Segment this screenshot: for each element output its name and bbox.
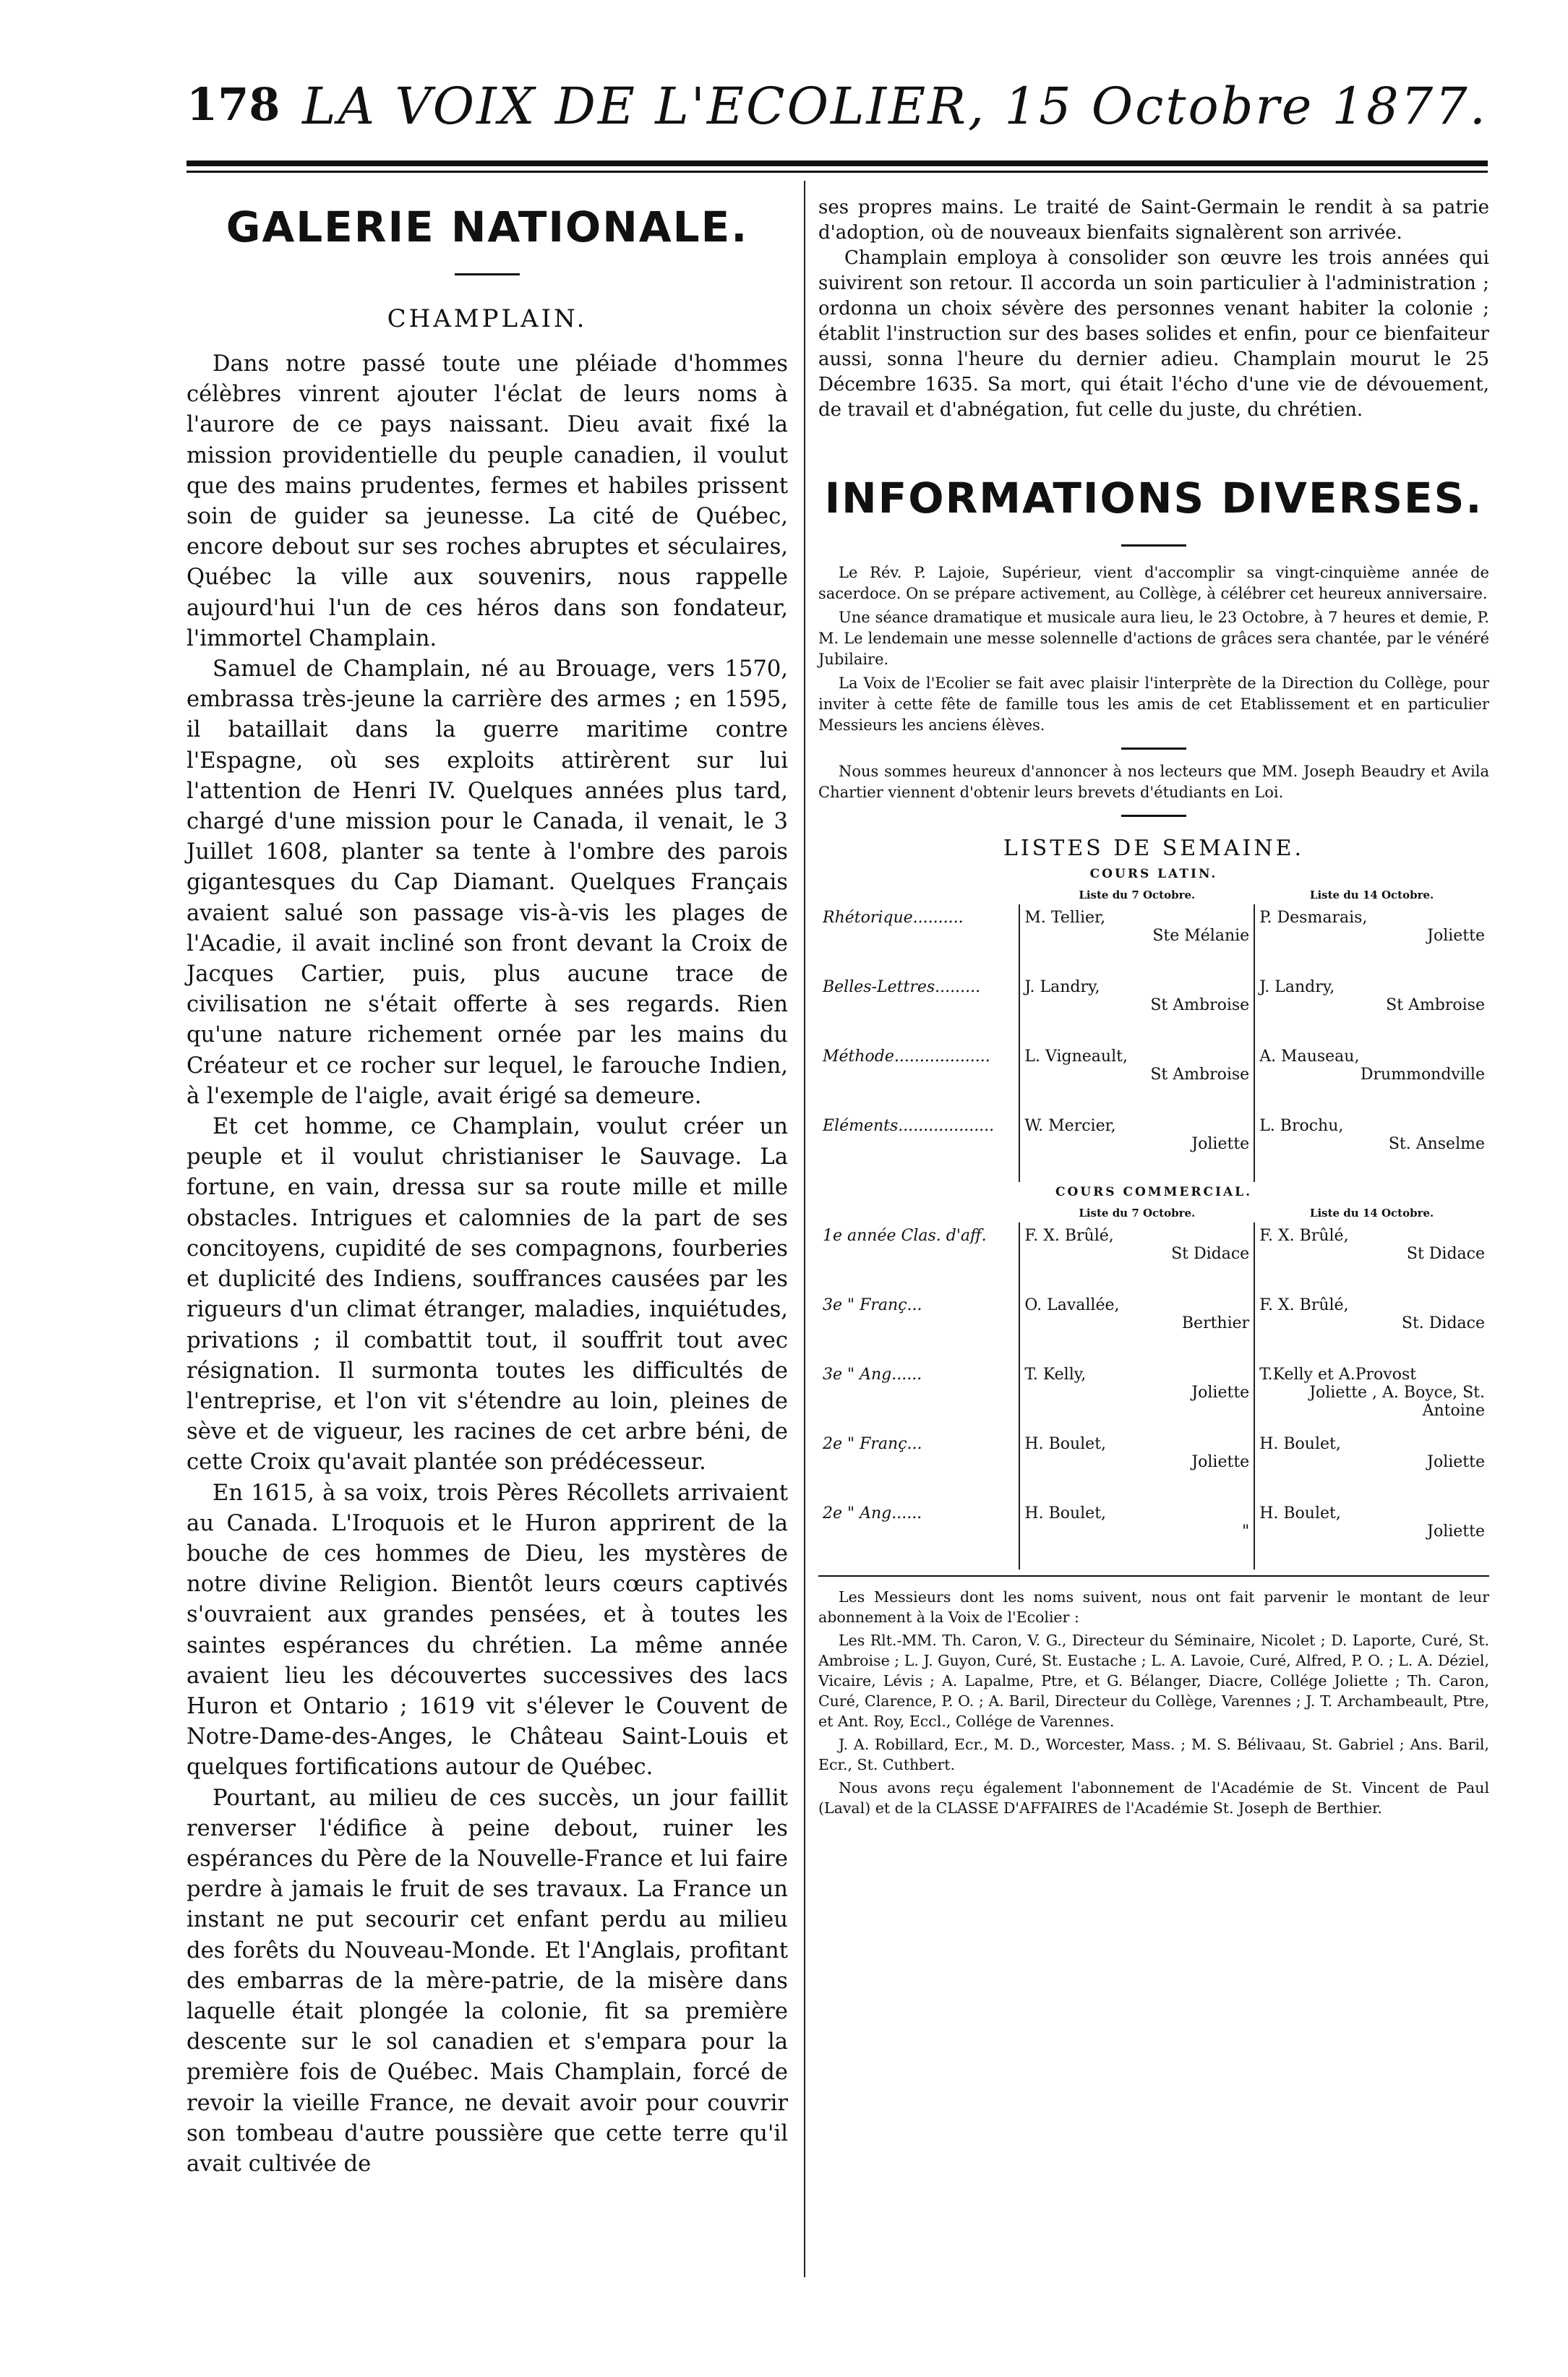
header-rule <box>187 160 1488 166</box>
table-header-row <box>818 884 1489 904</box>
left-column <box>187 195 788 2180</box>
student-name: H. Boulet, <box>1259 1435 1341 1453</box>
student-place: Joliette <box>1427 1522 1485 1541</box>
table-row <box>818 1222 1489 1292</box>
section-title-galerie: GALERIE NATIONALE. <box>226 202 749 252</box>
commercial-list-table <box>818 1202 1489 1569</box>
table-row <box>818 1043 1489 1113</box>
table-cell <box>1254 1043 1489 1113</box>
student-name: L. Brochu, <box>1259 1117 1344 1135</box>
student-name: F. X. Brûlé, <box>1259 1296 1349 1314</box>
table-row <box>818 974 1489 1043</box>
article-paragraph: Pourtant, au milieu de ces succès, un jour faillit renverser l'édifice à peine debout, ruiner les espérances du Père de la Nouvelle-France et lui faire perdre à jamais le fruit de ses travaux. La France un instant ne put secourir cet enfant perdu au milieu des forêts du Nouveau-Monde. Et l'Anglais, profitant des embarras de la mère-patrie, de la misère dans laquelle était plongée la colonie, fit sa première descente sur le sol canadien et s'empara pour la première fois de Québec. Mais Champlain, forcé de revoir la vieille France, ne devait avoir pour couvrir son tombeau d'autre poussière que cette terre qu'il avait cultivée de <box>187 1785 788 2177</box>
page-number: 178 <box>187 78 280 131</box>
article-subtitle: CHAMPLAIN. <box>387 304 588 333</box>
table-row <box>818 1500 1489 1569</box>
table-row <box>818 1361 1489 1431</box>
row-label: 3e " Ang...... <box>823 1366 922 1384</box>
table-header-cell: Liste du 14 Octobre. <box>1309 1207 1434 1220</box>
row-label: 2e " Ang...... <box>823 1504 922 1522</box>
table-header-cell <box>818 884 1019 904</box>
table-header-cell: Liste du 14 Octobre. <box>1309 888 1434 901</box>
student-place: St Didace <box>1171 1245 1250 1263</box>
student-name: M. Tellier, <box>1024 909 1106 927</box>
short-rule <box>818 1575 1489 1577</box>
table-cell <box>1019 904 1254 974</box>
table-cell <box>1254 904 1489 974</box>
row-label: Belles-Lettres......... <box>823 978 981 996</box>
table-cell <box>1254 1222 1489 1292</box>
latin-list-table <box>818 884 1489 1182</box>
article-paragraph: Dans notre passé toute une pléiade d'hommes célèbres vinrent ajouter l'éclat de leurs noms à l'aurore de ce pays naissant. Dieu avait fixé la mission providentielle du peuple canadien, il voulut que des mains prudentes, fermes et habiles prissent soin de guider sa jeunesse. La cité de Québec, encore debout sur ses roches abruptes et séculaires, Québec la ville aux souvenirs, nous rappelle aujourd'hui l'un de ces héros dans son fondateur, l'immortel Champlain. <box>187 351 788 651</box>
student-place: St Ambroise <box>1386 996 1485 1014</box>
right-column <box>818 195 1489 1821</box>
student-name: T.Kelly et A.Provost <box>1259 1366 1417 1384</box>
table-cell <box>1019 1361 1254 1431</box>
row-label: Méthode................... <box>823 1048 990 1066</box>
table-cell <box>1019 1431 1254 1500</box>
abonnement-paragraph: Les Messieurs dont les noms suivent, nous ont fait parvenir le montant de leur abonnement à la Voix de l'Ecolier : <box>818 1588 1489 1626</box>
news-item: Nous sommes heureux d'annoncer à nos lecteurs que MM. Joseph Beaudry et Avila Chartier viennent d'obtenir leurs brevets d'étudiants en Loi. <box>818 763 1489 801</box>
table-row <box>818 1431 1489 1500</box>
student-place: Drummondville <box>1360 1066 1485 1084</box>
student-place: Joliette <box>1427 927 1485 945</box>
row-label: Rhétorique.......... <box>823 909 964 927</box>
student-name: W. Mercier, <box>1024 1117 1116 1135</box>
table-cell <box>1254 974 1489 1043</box>
table-header-cell: Liste du 7 Octobre. <box>1079 1207 1196 1220</box>
table-cell <box>1019 974 1254 1043</box>
student-name: J. Landry, <box>1259 978 1335 996</box>
article-continuation: ses propres mains. Le traité de Saint-Germain le rendit à sa patrie d'adoption, où de nouveaux bienfaits signalèrent son arrivée. <box>818 197 1489 244</box>
short-rule <box>455 273 520 275</box>
table-cell <box>1254 1361 1489 1431</box>
student-place: St. Anselme <box>1388 1135 1485 1153</box>
news-item: Le Rév. P. Lajoie, Supérieur, vient d'accomplir sa vingt-cinquième année de sacerdoce. On se prépare activement, au Collège, à célébrer cet heureux anniversaire. <box>818 564 1489 602</box>
student-place: Joliette <box>1191 1453 1250 1471</box>
listes-title: LISTES DE SEMAINE. <box>1003 836 1305 861</box>
student-place: St Ambroise <box>1150 996 1250 1014</box>
short-rule <box>1121 544 1186 547</box>
article-paragraph: Et cet homme, ce Champlain, voulut créer un peuple et il voulut christianiser le Sauvage. La fortune, en vain, dressa sur sa route mille et mille obstacles. Intrigues et calomnies de la part de ses concitoyens, cupidité de ses compagnons, fourberies et duplicité des Indiens, souffrances causées par les rigueurs d'un climat étranger, maladies, inquiétudes, privations ; il combattit tout, il souffrit tout avec résignation. Il surmonta toutes les difficultés de l'entreprise, et l'on vit s'étendre au loin, pleines de sève et de vigueur, les racines de cet arbre béni, de cette Croix qu'avait plantée son prédécesseur. <box>187 1114 788 1476</box>
student-place: St Didace <box>1406 1245 1485 1263</box>
masthead: LA VOIX DE L'ECOLIER, 15 Octobre 1877. <box>302 77 1488 136</box>
student-name: H. Boulet, <box>1024 1435 1107 1453</box>
news-item: La Voix de l'Ecolier se fait avec plaisir l'interprète de la Direction du Collège, pour inviter à cette fête de famille tous les amis de cet Etablissement et en particulier Messieurs les anciens élèves. <box>818 674 1489 734</box>
short-rule <box>1121 815 1186 817</box>
row-label: 2e " Franç... <box>823 1435 922 1453</box>
news-item: Une séance dramatique et musicale aura lieu, le 23 Octobre, à 7 heures et demie, P. M. Le lendemain une messe solennelle d'actions de grâces sera chantée, par le vénéré Jubilaire. <box>818 609 1489 668</box>
student-name: F. X. Brûlé, <box>1259 1227 1349 1245</box>
article-paragraph: Samuel de Champlain, né au Brouage, vers 1570, embrassa très-jeune la carrière des armes ; en 1595, il bataillait dans la guerre maritime contre l'Espagne, où ses exploits attirèrent sur lui l'attention de Henri IV. Quelques années plus tard, chargé d'une mission pour le Canada, il venait, le 3 Juillet 1608, planter sa tente à l'ombre des parois gigantesques du Cap Diamant. Quelques Français avaient salué son passage vis-à-vis les plages de l'Acadie, il avait incliné son front devant la Croix de Jacques Cartier, puis, plus aucune trace de civilisation ne s'était offerte à ses regards. Rien qu'une nature richement ornée par les mains du Créateur et ce rocher sur lequel, le farouche Indien, à l'exemple de l'aigle, avait érigé sa demeure. <box>187 656 788 1109</box>
table-cell <box>1254 1292 1489 1361</box>
abonnement-paragraph: Les Rlt.-MM. Th. Caron, V. G., Directeur du Séminaire, Nicolet ; D. Laporte, Curé, St. Ambroise ; L. J. Guyon, Curé, St. Eustache ; L. A. Lavoie, Curé, Alfred, P. O. ; L. A. Déziel, Vicaire, Lévis ; A. Lapalme, Ptre, et G. Bélanger, Diacre, Collége Joliette ; Th. Caron, Curé, Clarence, P. O. ; A. Baril, Directeur du Collège, Varennes ; J. T. Archambeault, Ptre, et Ant. Roy, Eccl., Collége de Varennes. <box>818 1632 1489 1730</box>
student-name: P. Desmarais, <box>1259 909 1368 927</box>
student-name: T. Kelly, <box>1024 1366 1087 1384</box>
table-header-cell <box>818 1202 1019 1222</box>
student-place: St. Didace <box>1401 1314 1485 1332</box>
table-cell <box>1254 1500 1489 1569</box>
article-paragraph: En 1615, à sa voix, trois Pères Récollets arrivaient au Canada. L'Iroquois et le Huron apprirent de la bouche de ces hommes de Dieu, les mystères de notre divine Religion. Bientôt leurs cœurs captivés s'ouvraient aux grandes pensées, et à toutes les saintes espérances du chrétien. La même année avaient lieu les découvertes successives des lacs Huron et Ontario ; 1619 vit s'élever le Couvent de Notre-Dame-des-Anges, le Château Saint-Louis et quelques fortifications autour de Québec. <box>187 1480 788 1781</box>
table-row <box>818 904 1489 974</box>
table-header-cell: Liste du 7 Octobre. <box>1079 888 1196 901</box>
table-cell <box>1019 1222 1254 1292</box>
student-place: St Ambroise <box>1150 1066 1250 1084</box>
table-cell <box>1019 1292 1254 1361</box>
cours-latin-label: COURS LATIN. <box>1089 867 1218 881</box>
student-name: H. Boulet, <box>1024 1504 1107 1522</box>
student-place: Joliette <box>1427 1453 1485 1471</box>
article-paragraph: Champlain employa à consolider son œuvre les trois années qui suivirent son retour. Il accorda un soin particulier à l'administration ; ordonna un choix sévère des personnes venant habiter la colonie ; établit l'instruction sur des bases solides et enfin, pour ce bienfaiteur aussi, sonna l'heure du dernier adieu. Champlain mourut le 25 Décembre 1635. Sa mort, qui était l'écho d'une vie de dévouement, de travail et d'abnégation, fut celle du juste, du chrétien. <box>818 247 1489 421</box>
short-rule <box>1121 748 1186 750</box>
table-row <box>818 1292 1489 1361</box>
student-place: Joliette <box>1191 1384 1250 1402</box>
abonnement-paragraph: Nous avons reçu également l'abonnement de l'Académie de St. Vincent de Paul (Laval) et de la CLASSE D'AFFAIRES de l'Académie St. Joseph de Berthier. <box>818 1779 1489 1817</box>
table-cell <box>1019 1043 1254 1113</box>
student-name: A. Mauseau, <box>1259 1048 1360 1066</box>
table-cell <box>1019 1500 1254 1569</box>
table-cell <box>1019 1113 1254 1182</box>
header-rule-thin <box>187 171 1488 173</box>
table-cell <box>1254 1431 1489 1500</box>
cours-commercial-label: COURS COMMERCIAL. <box>1055 1185 1253 1199</box>
abonnement-paragraph: J. A. Robillard, Ecr., M. D., Worcester, Mass. ; M. S. Bélivaau, St. Gabriel ; Ans. Baril, Ecr., St. Cuthbert. <box>818 1736 1489 1773</box>
section-title-informations: INFORMATIONS DIVERSES. <box>824 474 1483 523</box>
row-label: Eléments................... <box>823 1117 995 1135</box>
student-place: Joliette <box>1191 1135 1250 1153</box>
student-place: " <box>1242 1522 1250 1541</box>
student-name: L. Vigneault, <box>1024 1048 1128 1066</box>
student-place: Ste Mélanie <box>1152 927 1250 945</box>
student-name: F. X. Brûlé, <box>1024 1227 1114 1245</box>
table-header-row <box>818 1202 1489 1222</box>
student-name: J. Landry, <box>1024 978 1100 996</box>
table-cell <box>1254 1113 1489 1182</box>
page-header <box>187 78 1488 165</box>
student-place: Berthier <box>1181 1314 1250 1332</box>
student-name: H. Boulet, <box>1259 1504 1341 1522</box>
column-divider <box>804 181 805 2277</box>
row-label: 3e " Franç... <box>823 1296 922 1314</box>
student-name: O. Lavallée, <box>1024 1296 1120 1314</box>
row-label: 1e année Clas. d'aff. <box>823 1227 987 1245</box>
student-place: Joliette , A. Boyce, St. Antoine <box>1309 1384 1485 1420</box>
table-row <box>818 1113 1489 1182</box>
